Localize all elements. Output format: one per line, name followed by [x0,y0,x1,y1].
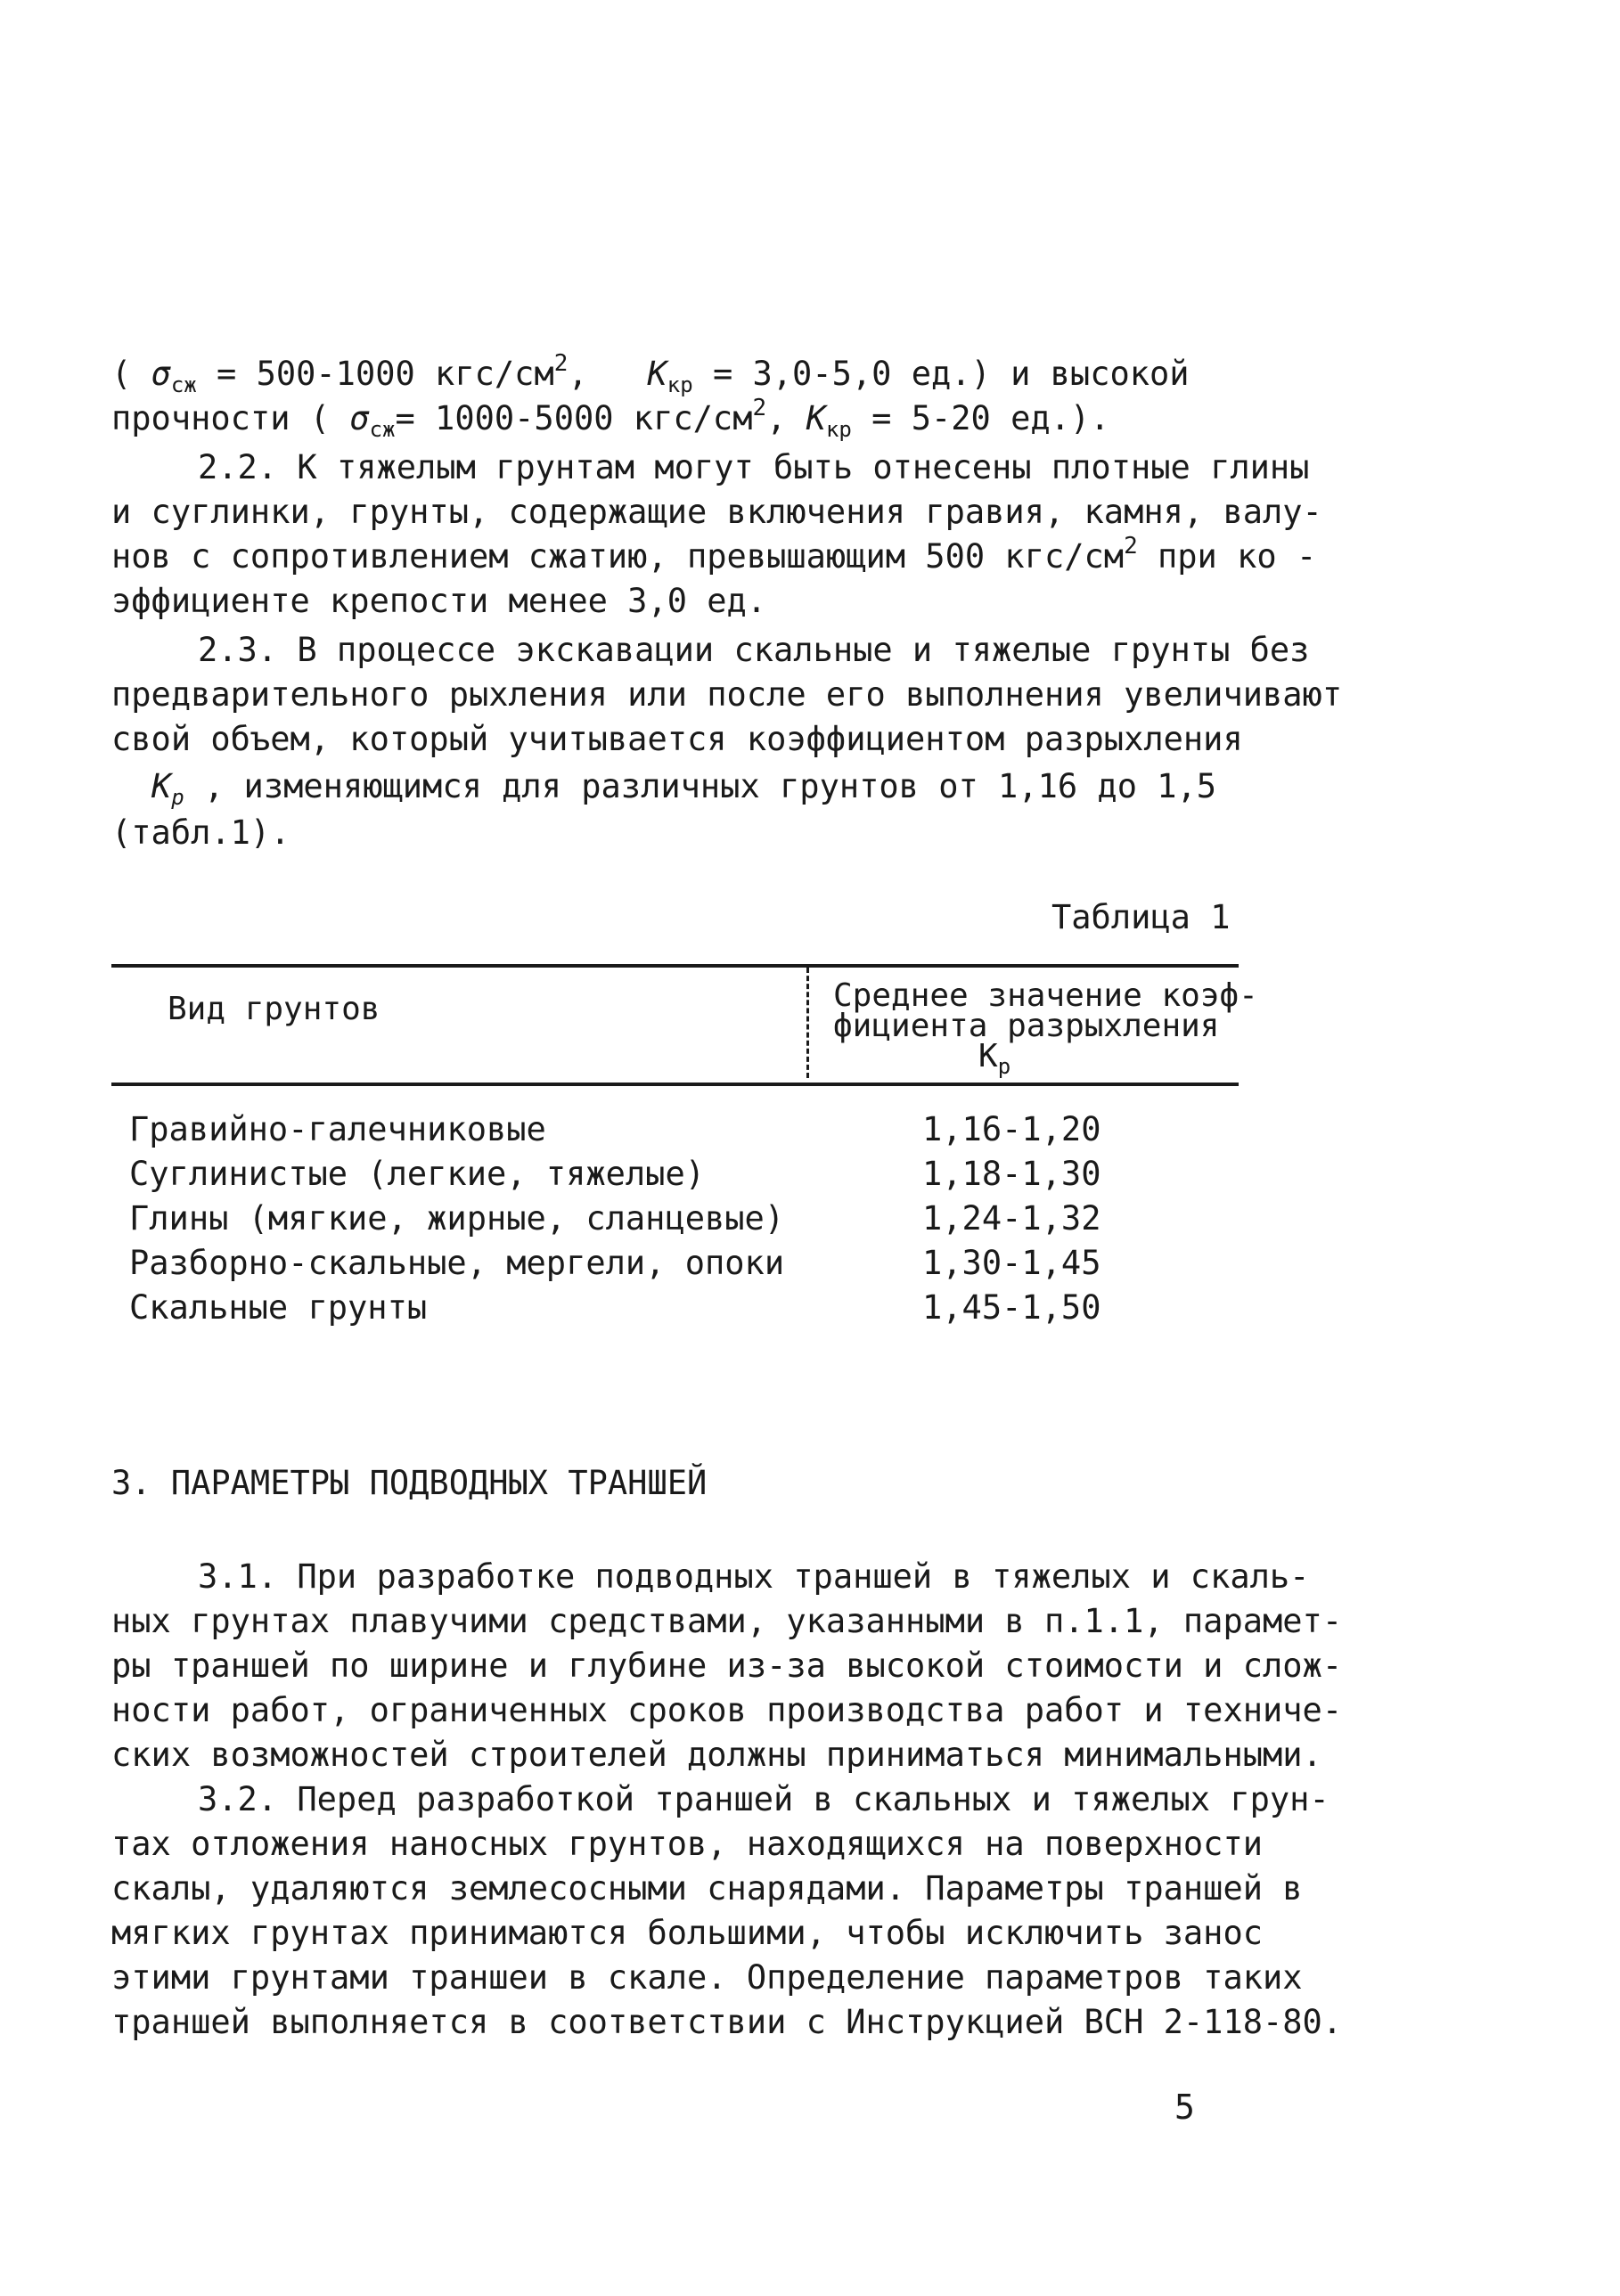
table-header-coef-line-2: фициента разрыхления [833,1008,1220,1044]
para-3-1-line-3: ры траншей по ширине и глубине из-за высокой стоимости и слож- [111,1646,1343,1685]
table-row-3-soil: Глины (мягкие, жирные, сланцевые) [129,1199,785,1238]
para-2-2-line-3: нов с сопротивлением сжатию, превышающим 500 кгс/$см^2$ при ко - [111,533,1317,576]
para-2-3-line-2: предварительного рыхления или после его выполнения увеличивают [111,675,1343,714]
table-row-4-soil: Разборно-скальные, мергели, опоки [129,1244,785,1282]
table-row-5-soil: Скальные грунты [129,1288,428,1327]
table-row-1-value: 1,16-1,20 [922,1110,1101,1148]
para-3-2-line-1: 3.2. Перед разработкой траншей в скальных и тяжелых грун- [198,1780,1330,1818]
table-header-coef-symbol: $К_р$ [978,1038,1011,1079]
table-row-2-soil: Суглинистые (легкие, тяжелые) [129,1155,706,1193]
para-2-3-line-1: 2.3. В процессе экскавации скальные и тяжелые грунты без [198,631,1310,669]
para-3-1-line-1: 3.1. При разработке подводных траншей в тяжелых и скаль- [198,1557,1310,1596]
para-2-2-line-4: эффициенте крепости менее 3,0 ед. [111,582,767,620]
table-row-3-value: 1,24-1,32 [922,1199,1101,1238]
strength-line-1: ( $\sigma_{сж} = 500-1000$ кгс/$см^2$, $К_{кр} = 3,0-5,0$ ед.) и высокой [111,350,1190,397]
para-3-2-line-6: траншей выполняется в соответствии с Инструкцией ВСН 2-118-80. [111,2003,1343,2041]
para-3-2-line-2: тах отложения наносных грунтов, находящихся на поверхности [111,1825,1264,1863]
table-header-rule [111,1083,1239,1086]
table-row-5-value: 1,45-1,50 [922,1288,1101,1327]
page-number: 5 [1174,2088,1195,2127]
para-3-1-line-5: ских возможностей строителей должны приниматься минимальными. [111,1736,1322,1774]
para-3-1-line-2: ных грунтах плавучими средствами, указанными в п.1.1, парамет- [111,1602,1343,1640]
table-header-divider [806,968,809,1078]
table-caption: Таблица 1 [1051,898,1231,936]
para-2-3-line-5: (табл.1). [111,813,290,852]
para-3-2-line-5: этими грунтами траншеи в скале. Определение параметров таких [111,1958,1303,1997]
table-header-coef-line-1: Среднее значение коэф- [833,977,1258,1014]
table-header-soil-type: Вид грунтов [168,991,380,1027]
table-row-4-value: 1,30-1,45 [922,1244,1101,1282]
strength-line-2: прочности ( $\sigma_{сж}= 1000-5000$ кгс/$см^2$, $К_{кр} = 5-20$ ед.). [111,395,1110,442]
para-2-3-line-3: свой объем, который учитывается коэффициентом разрыхления [111,720,1243,758]
table-top-rule [111,964,1239,968]
para-3-2-line-4: мягких грунтах принимаются большими, чтобы исключить занос [111,1914,1264,1952]
para-2-3-line-4: $К_р$ , изменяющимся для различных грунтов от 1,16 до 1,5 [151,767,1217,810]
para-2-2-line-2: и суглинки, грунты, содержащие включения гравия, камня, валу- [111,493,1322,531]
table-row-2-value: 1,18-1,30 [922,1155,1101,1193]
para-3-2-line-3: скалы, удаляются землесосными снарядами. Параметры траншей в [111,1869,1303,1908]
section-3-heading: 3. ПАРАМЕТРЫ ПОДВОДНЫХ ТРАНШЕЙ [111,1464,708,1502]
para-3-1-line-4: ности работ, ограниченных сроков производства работ и техниче- [111,1691,1343,1729]
table-row-1-soil: Гравийно-галечниковые [129,1110,546,1148]
para-2-2-line-1: 2.2. К тяжелым грунтам могут быть отнесены плотные глины [198,448,1310,486]
